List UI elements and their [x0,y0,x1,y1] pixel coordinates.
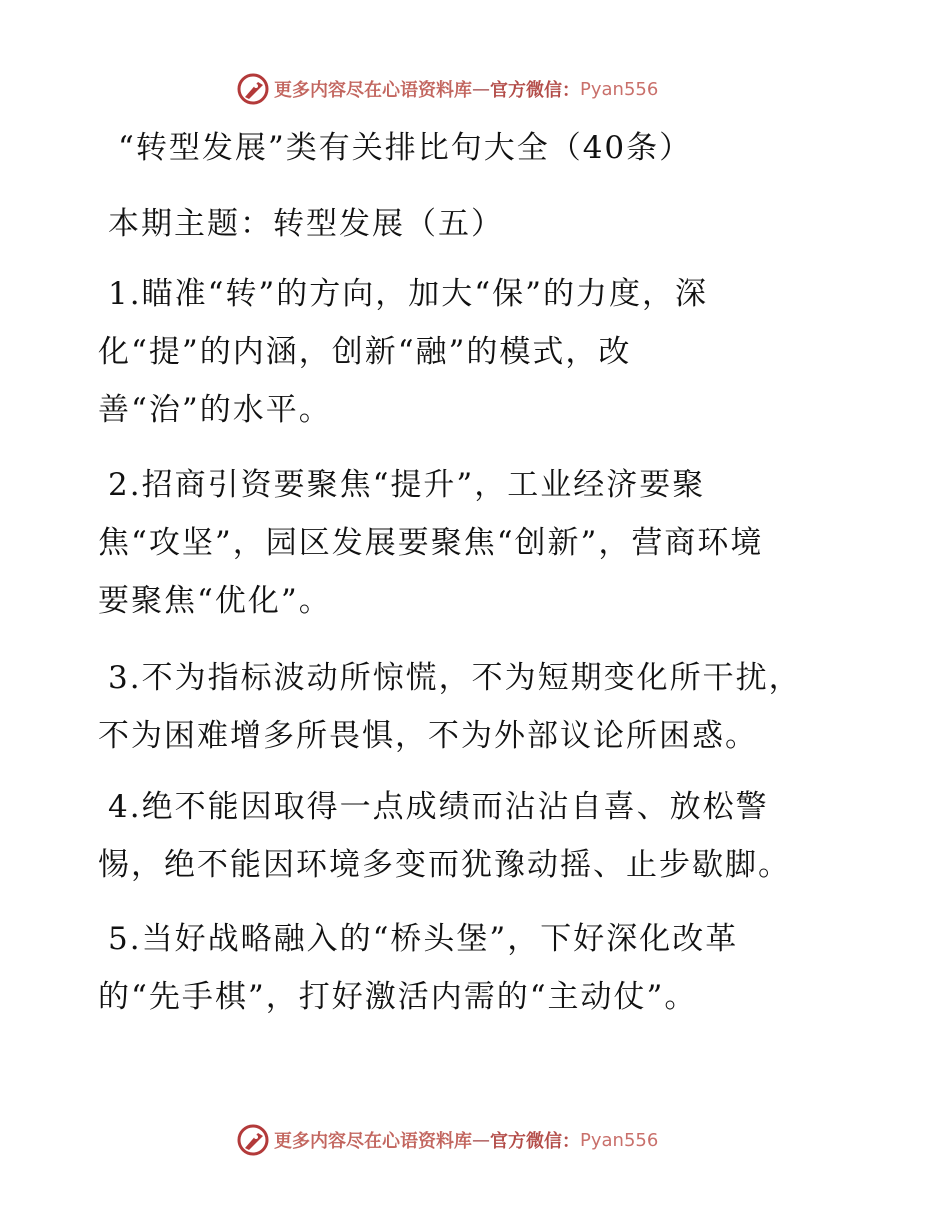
item-line: 的“先手棋”，打好激活内需的“主动仗”。 [98,979,698,1015]
item-line: 焦“攻坚”，园区发展要聚焦“创新”，营商环境 [98,525,764,561]
list-item [98,456,858,630]
list-item [98,649,858,765]
item-line: 4.绝不能因取得一点成绩而沾沾自喜、放松警 [108,789,769,825]
document-subtitle: 本期主题：转型发展（五） [108,206,504,242]
banner-dash: — [472,1129,490,1151]
banner-slogan: 更多内容尽在心语资料库 [274,80,472,101]
header-banner [236,71,716,107]
footer-banner [236,1122,716,1158]
banner-slogan: 更多内容尽在心语资料库 [274,1131,472,1152]
item-line: 要聚焦“优化”。 [98,583,332,619]
banner-contact-id: Pyan556 [580,1129,659,1151]
banner-contact-id: Pyan556 [580,78,659,100]
pen-nib-logo-icon [236,72,270,106]
item-line: 不为困难增多所畏惧，不为外部议论所困惑。 [98,718,758,754]
pen-nib-logo-icon [236,1123,270,1157]
item-line: 化“提”的内涵，创新“融”的模式，改 [98,334,632,370]
item-line: 1.瞄准“转”的方向，加大“保”的力度，深 [108,276,708,312]
item-line: 2.招商引资要聚焦“提升”，工业经济要聚 [108,467,706,503]
list-item [98,778,858,894]
banner-dash: — [472,78,490,100]
banner-contact-label: 官方微信： [490,1131,580,1152]
item-line: 善“治”的水平。 [98,392,332,428]
list-item [98,910,858,1026]
banner-contact-label: 官方微信： [490,80,580,101]
item-line: 3.不为指标波动所惊慌，不为短期变化所干扰， [108,660,802,696]
list-item [98,265,858,439]
document-title: “转型发展”类有关排比句大全（40条） [118,130,693,166]
item-line: 5.当好战略融入的“桥头堡”，下好深化改革 [108,921,739,957]
item-line: 惕，绝不能因环境多变而犹豫动摇、止步歇脚。 [98,847,791,883]
